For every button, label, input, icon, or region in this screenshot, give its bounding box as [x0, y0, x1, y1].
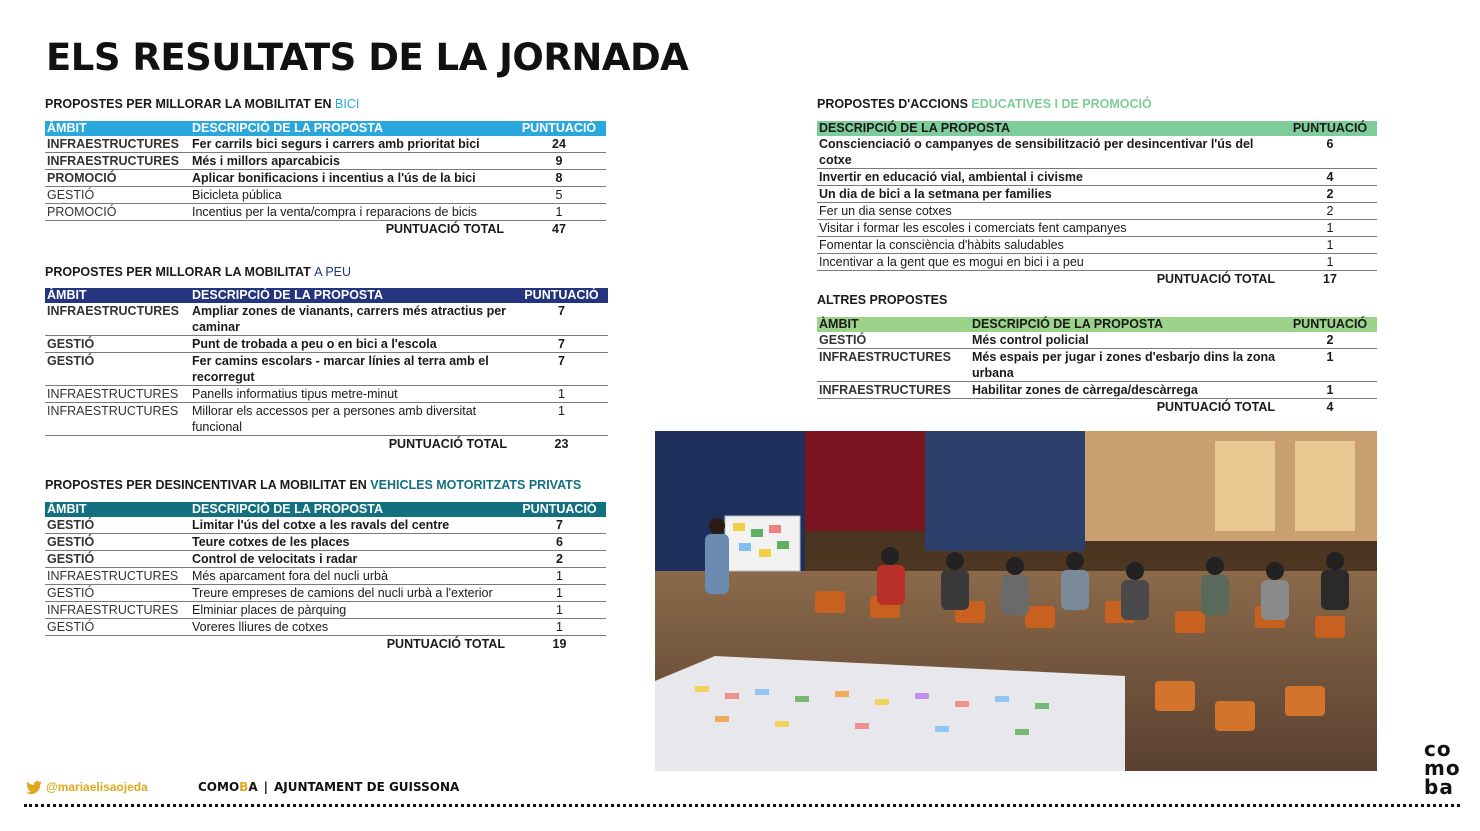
table-row — [45, 386, 608, 403]
score-cell: 1 — [1283, 220, 1377, 237]
logo-line: mo — [1424, 756, 1461, 780]
description-cell: Un dia de bici a la setmana per families — [817, 186, 1283, 203]
table-row — [45, 303, 608, 336]
score-cell: 2 — [1283, 186, 1377, 203]
workshop-photo — [655, 431, 1377, 771]
score-cell: 5 — [512, 187, 606, 204]
section-heading-bici — [45, 97, 606, 115]
score-cell: 2 — [1283, 203, 1377, 220]
total-row — [817, 399, 1377, 416]
score-cell: 7 — [515, 353, 608, 386]
description-cell: Visitar i formar les escoles i comerciats fent campanyes — [817, 220, 1283, 237]
heading-highlight: VEHICLES MOTORITZATS PRIVATS — [370, 478, 582, 492]
score-cell: 1 — [513, 602, 606, 619]
table-row — [45, 568, 606, 585]
header-ambit: ÀMBIT — [47, 121, 87, 135]
ambit-cell: GESTIÓ — [45, 336, 190, 353]
section-bici — [45, 97, 606, 237]
total-label: PUNTUACIÓ TOTAL — [388, 437, 507, 451]
section-heading-vehicles — [45, 478, 606, 496]
header-ambit: ÀMBIT — [819, 317, 859, 331]
header-descripcio: DESCRIPCIÓ DE LA PROPOSTA — [972, 317, 1163, 331]
header-puntuacio: PUNTUACIÓ — [1292, 317, 1368, 331]
description-cell: Aplicar bonificacions i incentius a l'ús de la bici — [190, 170, 512, 187]
section-educatives — [817, 97, 1377, 287]
table-row — [45, 585, 606, 602]
table-educatives — [817, 121, 1377, 287]
description-cell: Incentius per la venta/compra i reparacions de bicis — [190, 204, 512, 221]
table-row — [817, 169, 1377, 186]
heading-highlight: BICI — [335, 97, 360, 111]
table-row — [45, 403, 608, 436]
table-altres — [817, 317, 1377, 415]
ambit-cell: GESTIÓ — [45, 187, 190, 204]
score-cell: 1 — [1283, 382, 1377, 399]
table-row — [817, 136, 1377, 169]
score-cell: 1 — [1283, 254, 1377, 271]
heading-prefix: PROPOSTES D'ACCIONS — [817, 97, 972, 111]
heading-prefix: PROPOSTES PER MILLORAR LA MOBILITAT EN — [45, 97, 336, 111]
score-cell: 1 — [513, 568, 606, 585]
score-cell: 7 — [515, 336, 608, 353]
ambit-cell: INFRAESTRUCTURES — [45, 153, 190, 170]
total-label: PUNTUACIÓ TOTAL — [385, 222, 504, 236]
description-cell: Bicicleta pública — [190, 187, 512, 204]
description-cell: Panells informatius tipus metre-minut — [190, 386, 515, 403]
total-value: 4 — [1326, 400, 1334, 414]
ambit-cell: INFRAESTRUCTURES — [45, 386, 190, 403]
description-cell: Control de velocitats i radar — [190, 551, 513, 568]
ambit-cell: PROMOCIÓ — [45, 170, 190, 187]
score-cell: 7 — [515, 303, 608, 336]
score-cell: 1 — [1283, 349, 1377, 382]
ambit-cell: INFRAESTRUCTURES — [817, 349, 970, 382]
table-bici — [45, 121, 606, 237]
ambit-cell: GESTIÓ — [45, 534, 190, 551]
score-cell: 1 — [515, 386, 608, 403]
header-ambit: ÀMBIT — [47, 288, 87, 302]
header-puntuacio: PUNTUACIÓ — [522, 502, 597, 516]
table-row — [45, 517, 606, 534]
ambit-cell: INFRAESTRUCTURES — [45, 602, 190, 619]
section-altres — [817, 293, 1377, 415]
table-row — [817, 382, 1377, 399]
ambit-cell: GESTIÓ — [817, 332, 970, 349]
header-descripcio: DESCRIPCIÓ DE LA PROPOSTA — [192, 502, 383, 516]
twitter-handle[interactable] — [26, 780, 148, 794]
description-cell: Treure empreses de camions del nucli urbà a l'exterior — [190, 585, 513, 602]
description-cell: Ampliar zones de vianants, carrers més atractius per caminar — [190, 303, 515, 336]
header-ambit: ÀMBIT — [47, 502, 87, 516]
total-row — [817, 271, 1377, 288]
comoba-logo — [1424, 737, 1464, 799]
description-cell: Teure cotxes de les places — [190, 534, 513, 551]
organization — [198, 780, 459, 794]
score-cell: 7 — [513, 517, 606, 534]
table-peu — [45, 288, 608, 452]
table-row — [45, 204, 606, 221]
description-cell: Fer un dia sense cotxes — [817, 203, 1283, 220]
score-cell: 1 — [512, 204, 606, 221]
score-cell: 9 — [512, 153, 606, 170]
footer — [0, 737, 1480, 831]
table-row — [45, 534, 606, 551]
score-cell: 24 — [512, 136, 606, 153]
table-row — [45, 551, 606, 568]
total-row — [45, 221, 606, 238]
ambit-cell: GESTIÓ — [45, 551, 190, 568]
table-row — [45, 170, 606, 187]
page-title: ELS RESULTATS DE LA JORNADA — [46, 36, 689, 79]
org-separator: | — [263, 780, 268, 794]
description-cell: Voreres lliures de cotxes — [190, 619, 513, 636]
description-cell: Habilitar zones de càrrega/descàrrega — [970, 382, 1283, 399]
table-row — [45, 187, 606, 204]
ambit-cell: INFRAESTRUCTURES — [45, 568, 190, 585]
section-vehicles — [45, 478, 606, 652]
logo-line: co — [1424, 737, 1452, 761]
score-cell: 1 — [513, 585, 606, 602]
brand-suffix: A — [248, 780, 258, 794]
workshop-photo-illustration — [655, 431, 1377, 771]
ambit-cell: INFRAESTRUCTURES — [45, 403, 190, 436]
total-label: PUNTUACIÓ TOTAL — [386, 637, 505, 651]
description-cell: Millorar els accessos per a persones amb diversitat funcional — [190, 403, 515, 436]
description-cell: Fomentar la consciència d'hàbits saludables — [817, 237, 1283, 254]
total-label: PUNTUACIÓ TOTAL — [1156, 400, 1275, 414]
score-cell: 1 — [515, 403, 608, 436]
score-cell: 2 — [513, 551, 606, 568]
ambit-cell: INFRAESTRUCTURES — [45, 136, 190, 153]
description-cell: Incentivar a la gent que es mogui en bici i a peu — [817, 254, 1283, 271]
table-row — [817, 203, 1377, 220]
header-descripcio: DESCRIPCIÓ DE LA PROPOSTA — [192, 121, 383, 135]
table-row — [45, 336, 608, 353]
ambit-cell: GESTIÓ — [45, 353, 190, 386]
org-name: AJUNTAMENT DE GUISSONA — [274, 780, 460, 794]
ambit-cell: PROMOCIÓ — [45, 204, 190, 221]
score-cell: 1 — [513, 619, 606, 636]
footer-divider — [24, 804, 1460, 807]
heading-prefix: PROPOSTES PER DESINCENTIVAR LA MOBILITAT EN — [45, 478, 371, 492]
score-cell: 6 — [1283, 136, 1377, 169]
section-heading-peu — [45, 265, 608, 283]
description-cell: Més aparcament fora del nucli urbà — [190, 568, 513, 585]
section-heading-educatives — [817, 97, 1377, 115]
description-cell: Fer camins escolars - marcar línies al terra amb el recorregut — [190, 353, 515, 386]
header-puntuacio: PUNTUACIÓ — [1292, 121, 1368, 135]
section-heading-altres: ALTRES PROPOSTES — [817, 293, 948, 307]
description-cell: Més control policial — [970, 332, 1283, 349]
table-row — [45, 353, 608, 386]
table-row — [817, 349, 1377, 382]
score-cell: 4 — [1283, 169, 1377, 186]
table-row — [817, 220, 1377, 237]
total-value: 17 — [1323, 272, 1337, 286]
total-row — [45, 636, 606, 653]
score-cell: 2 — [1283, 332, 1377, 349]
table-row — [45, 136, 606, 153]
table-row — [817, 254, 1377, 271]
description-cell: Conscienciació o campanyes de sensibilització per desincentivar l'ús del cotxe — [817, 136, 1283, 169]
score-cell: 8 — [512, 170, 606, 187]
handle-text: @mariaelisaojeda — [46, 780, 148, 794]
heading-highlight: EDUCATIVES I DE PROMOCIÓ — [971, 97, 1152, 111]
description-cell: Invertir en educació vial, ambiental i civisme — [817, 169, 1283, 186]
table-row — [817, 186, 1377, 203]
ambit-cell: GESTIÓ — [45, 517, 190, 534]
ambit-cell: GESTIÓ — [45, 585, 190, 602]
brand-prefix: COMO — [198, 780, 240, 794]
description-cell: Fer carrils bici segurs i carrers amb prioritat bici — [190, 136, 512, 153]
score-cell: 1 — [1283, 237, 1377, 254]
table-row — [817, 332, 1377, 349]
header-descripcio: DESCRIPCIÓ DE LA PROPOSTA — [192, 288, 383, 302]
heading-highlight: A PEU — [314, 265, 352, 279]
heading-prefix: PROPOSTES PER MILLORAR LA MOBILITAT — [45, 265, 315, 279]
header-puntuacio: PUNTUACIÓ — [524, 288, 599, 302]
ambit-cell: INFRAESTRUCTURES — [45, 303, 190, 336]
header-puntuacio: PUNTUACIÓ — [521, 121, 597, 135]
description-cell: Punt de trobada a peu o en bici a l'escola — [190, 336, 515, 353]
table-row — [817, 237, 1377, 254]
total-value: 23 — [554, 437, 569, 451]
description-cell: Elminiar places de pàrquing — [190, 602, 513, 619]
table-row — [45, 153, 606, 170]
logo-line: ba — [1424, 775, 1454, 799]
twitter-bird-icon — [26, 781, 42, 794]
ambit-cell: INFRAESTRUCTURES — [817, 382, 970, 399]
ambit-cell: GESTIÓ — [45, 619, 190, 636]
description-cell: Limitar l'ús del cotxe a les ravals del centre — [190, 517, 513, 534]
header-descripcio: DESCRIPCIÓ DE LA PROPOSTA — [819, 121, 1010, 135]
score-cell: 6 — [513, 534, 606, 551]
table-vehicles — [45, 502, 606, 652]
total-value: 19 — [552, 637, 567, 651]
table-row — [45, 619, 606, 636]
total-label: PUNTUACIÓ TOTAL — [1156, 272, 1275, 286]
brand-accent: B — [239, 780, 249, 794]
table-row — [45, 602, 606, 619]
section-peu — [45, 265, 608, 452]
total-row — [45, 436, 608, 453]
description-cell: Més i millors aparcabicis — [190, 153, 512, 170]
total-value: 47 — [552, 222, 566, 236]
description-cell: Més espais per jugar i zones d'esbarjo dins la zona urbana — [970, 349, 1283, 382]
